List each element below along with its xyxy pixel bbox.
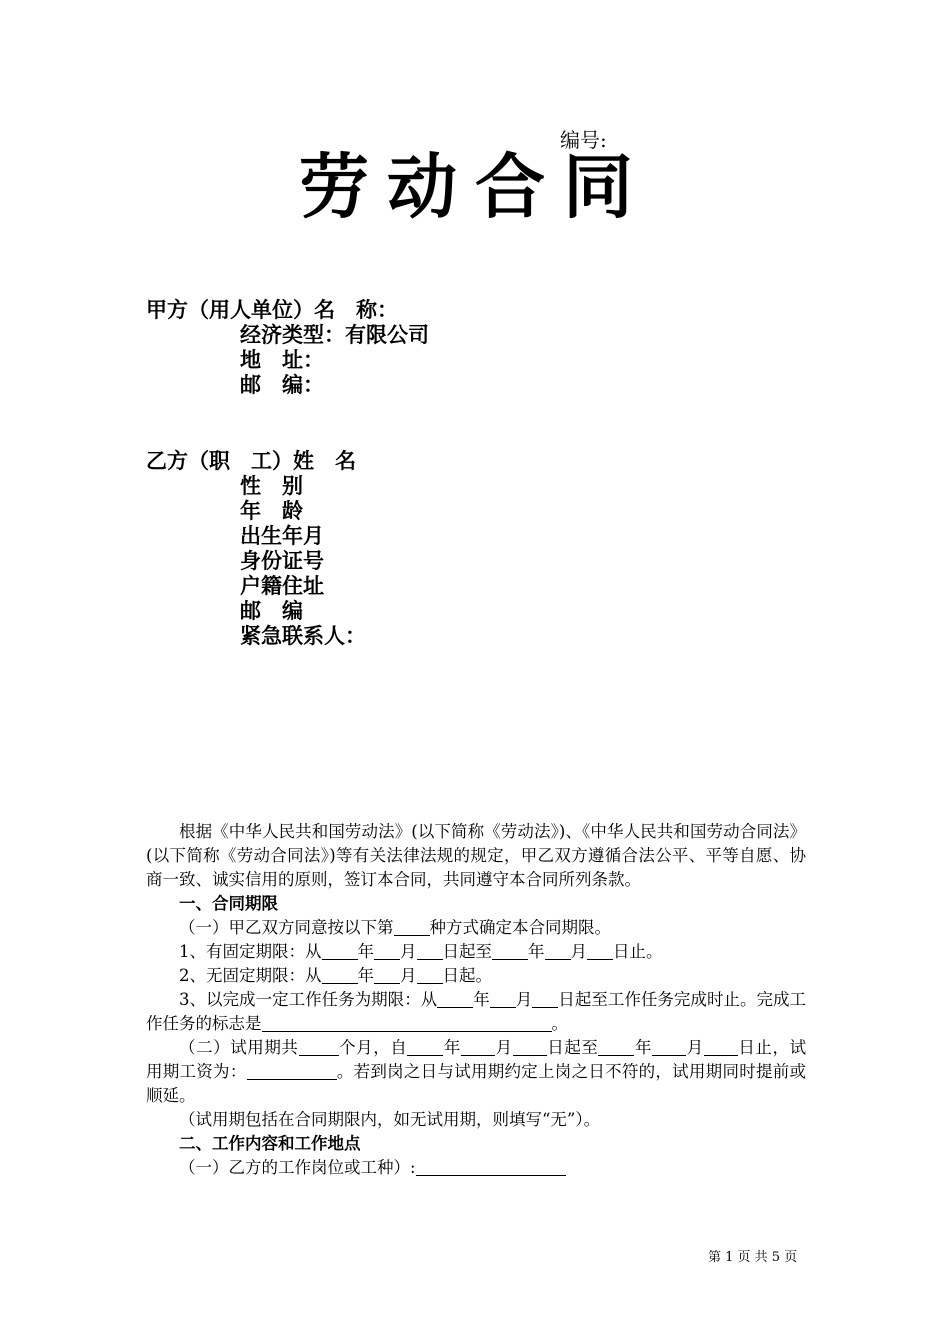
probation-start-year-blank[interactable] [407, 1037, 443, 1056]
fixed-term-clause: 1、有固定期限：从 年 月 日起至 年 月 日止。 [179, 942, 663, 961]
open-start-year-blank[interactable] [322, 965, 358, 984]
party-a-fields [240, 323, 429, 398]
party-b-gender: 性 别 [240, 474, 303, 498]
fixed-end-month-blank[interactable] [545, 941, 571, 960]
open-start-month-blank[interactable] [374, 965, 400, 984]
fixed-start-year-blank[interactable] [322, 941, 358, 960]
contract-number-label: 编号: [560, 128, 607, 152]
party-b-birth-date: 出生年月 [240, 524, 324, 548]
party-b-household-address: 户籍住址 [240, 574, 324, 598]
party-b-age: 年 龄 [240, 499, 303, 523]
task-term-clause: 3、以完成一定工作任务为期限：从 年 月 日起至工作任务完成时止。完成工作任务的标志是 。 [146, 990, 807, 1033]
contract-body [146, 820, 806, 1180]
task-start-day-blank[interactable] [532, 989, 558, 1008]
fixed-end-day-blank[interactable] [587, 941, 613, 960]
preamble-paragraph: 根据《中华人民共和国劳动法》(以下简称《劳动法》)、《中华人民共和国劳动合同法》(以下简称《劳动合同法》)等有关法律法规的规定，甲乙双方遵循合法公平、平等自愿、协商一致、诚实信用的原则，签订本合同，共同遵守本合同所列条款。 [146, 822, 806, 889]
job-position-clause: （一）乙方的工作岗位或工种）: [146, 1156, 806, 1180]
party-a-heading: 甲方（用人单位）名 称： [146, 298, 398, 322]
task-completion-mark-blank[interactable] [262, 1013, 552, 1032]
party-b-postcode: 邮 编 [240, 599, 303, 623]
task-start-year-blank[interactable] [437, 989, 473, 1008]
job-position-blank[interactable] [416, 1157, 566, 1176]
section-2-heading: 二、工作内容和工作地点 [179, 1134, 361, 1153]
party-b-emergency-contact: 紧急联系人： [240, 624, 366, 648]
party-b-id-number: 身份证号 [240, 549, 324, 573]
open-start-day-blank[interactable] [417, 965, 443, 984]
party-a-postcode: 邮 编： [240, 373, 324, 397]
page-number-footer: 第 1 页 共 5 页 [708, 1250, 798, 1265]
fixed-end-year-blank[interactable] [492, 941, 528, 960]
party-b-heading: 乙方（职 工）姓 名 [146, 449, 356, 473]
section-1-heading: 一、合同期限 [179, 894, 278, 913]
probation-clause: （二）试用期共 个月，自 年 月 日起至 年 月 日止，试用期工资为： 。若到岗之日与试用期约定上岗之日不符的，试用期同时提前或顺延。 [146, 1038, 807, 1105]
probation-months-blank[interactable] [299, 1037, 339, 1056]
fixed-start-month-blank[interactable] [374, 941, 400, 960]
task-start-month-blank[interactable] [490, 989, 516, 1008]
term-method-blank[interactable] [394, 917, 430, 936]
probation-start-month-blank[interactable] [461, 1037, 495, 1056]
probation-start-day-blank[interactable] [513, 1037, 547, 1056]
party-b-fields [240, 474, 366, 649]
probation-end-month-blank[interactable] [652, 1037, 686, 1056]
probation-end-day-blank[interactable] [704, 1037, 738, 1056]
document-title: 劳动合同 [299, 145, 651, 228]
party-a-economic-type: 经济类型：有限公司 [240, 323, 429, 347]
probation-note: （试用期包括在合同期限内，如无试用期，则填写“无”）。 [179, 1110, 601, 1129]
party-a-address: 地 址： [240, 348, 324, 372]
fixed-start-day-blank[interactable] [417, 941, 443, 960]
probation-wage-blank[interactable] [247, 1061, 337, 1080]
open-term-clause: 2、无固定期限：从 年 月 日起。 [179, 966, 492, 985]
term-method-clause: （一）甲乙双方同意按以下第 种方式确定本合同期限。 [179, 918, 611, 937]
probation-end-year-blank[interactable] [598, 1037, 634, 1056]
